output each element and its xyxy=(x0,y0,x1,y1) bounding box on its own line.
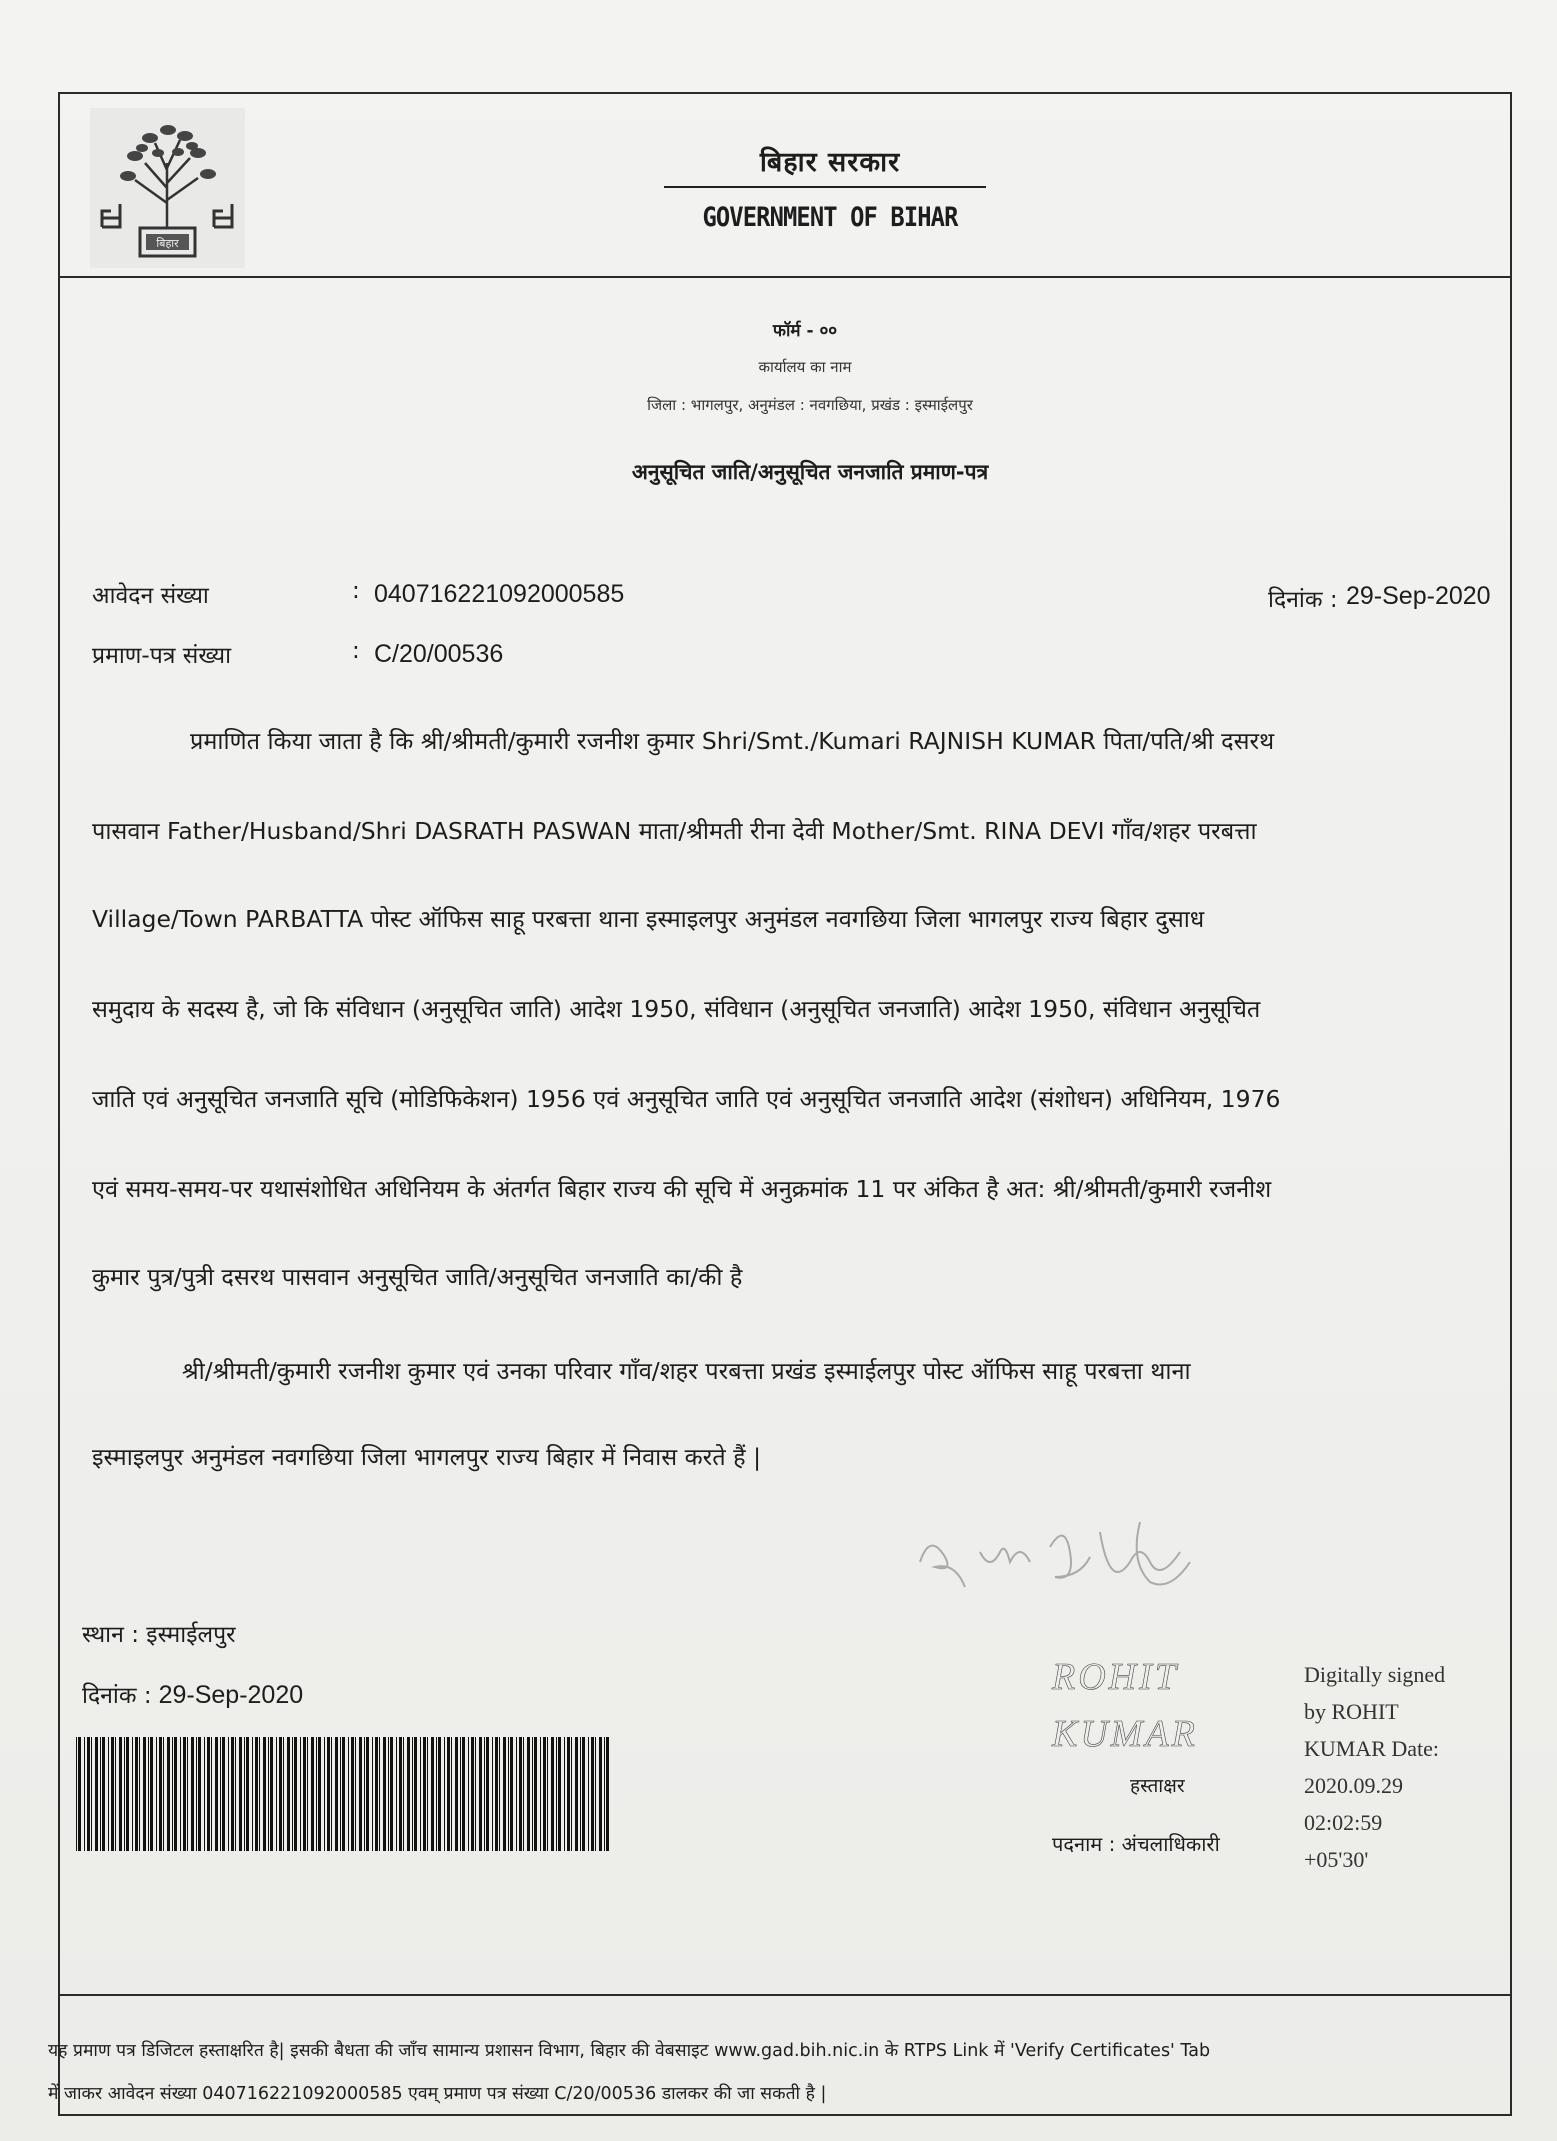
barcode-bar xyxy=(438,1737,441,1851)
barcode-bar xyxy=(486,1737,489,1851)
bottom-date-label: दिनांक : xyxy=(82,1683,152,1709)
barcode-bar xyxy=(283,1737,284,1851)
digital-signature-line-4: 2020.09.29 xyxy=(1304,1773,1403,1798)
barcode-bar xyxy=(307,1737,308,1851)
barcode-bar xyxy=(279,1737,282,1851)
footer-divider xyxy=(58,1994,1512,1996)
barcode-bar xyxy=(606,1737,609,1851)
barcode-bar xyxy=(462,1737,465,1851)
barcode-bar xyxy=(335,1737,338,1851)
barcode-bar xyxy=(156,1737,157,1851)
barcode-bar xyxy=(403,1737,404,1851)
barcode-bar xyxy=(595,1737,596,1851)
barcode-bar xyxy=(246,1737,249,1851)
barcode-bar xyxy=(207,1737,210,1851)
barcode-bar xyxy=(460,1737,461,1851)
bottom-date xyxy=(82,1678,303,1710)
issue-date-label: दिनांक : xyxy=(1268,587,1338,613)
barcode-bar xyxy=(108,1737,109,1851)
barcode-bar xyxy=(420,1737,421,1851)
barcode-bar xyxy=(198,1737,201,1851)
application-number-label: आवेदन संख्या xyxy=(92,583,209,609)
barcode-bar xyxy=(588,1737,589,1851)
barcode-bar xyxy=(366,1737,369,1851)
barcode-bar xyxy=(239,1737,242,1851)
barcode-bar xyxy=(484,1737,485,1851)
barcode-bar xyxy=(471,1737,474,1851)
signer-name-line-1: ROHIT xyxy=(1052,1656,1179,1698)
barcode-bar xyxy=(479,1737,482,1851)
barcode-bar xyxy=(451,1737,452,1851)
barcode-bar xyxy=(211,1737,212,1851)
barcode-bar xyxy=(303,1737,306,1851)
barcode-bar xyxy=(399,1737,402,1851)
para1-line-2: पासवान Father/Husband/Shri DASRATH PASWAN माता/श्रीमती रीना देवी Mother/Smt. RINA DEVI गॉंव/शहर परबत्ता xyxy=(92,817,1257,845)
barcode-bar xyxy=(135,1737,138,1851)
barcode-bar xyxy=(331,1737,332,1851)
barcode-bar xyxy=(375,1737,378,1851)
barcode-bar xyxy=(76,1737,77,1851)
barcode-bar xyxy=(540,1737,541,1851)
barcode-bar xyxy=(124,1737,125,1851)
para1-line-4: समुदाय के सदस्य है, जो कि संविधान (अनुसूचित जाति) आदेश 1950, संविधान (अनुसूचित जनजाति) आदेश 1950, संविधान अनुसूचित xyxy=(92,995,1261,1023)
barcode-bar xyxy=(547,1737,548,1851)
barcode-bar xyxy=(204,1737,205,1851)
barcode-bar xyxy=(516,1737,517,1851)
barcode-bar xyxy=(196,1737,197,1851)
office-name: कार्यालय का नाम xyxy=(758,358,852,376)
designation: पदनाम : अंचलाधिकारी xyxy=(1052,1832,1220,1856)
barcode-bar xyxy=(78,1737,81,1851)
barcode-bar xyxy=(311,1737,314,1851)
footer-line-1: यह प्रमाण पत्र डिजिटल हस्ताक्षरित है| इसकी बैधता की जाँच सामान्य प्रशासन विभाग, बिहार की वेबसाइट www.gad.bih.nic.in के RTPS Link में 'Verify Certificates' Tab xyxy=(48,2041,1211,2061)
barcode-bar xyxy=(191,1737,194,1851)
barcode-bar xyxy=(115,1737,116,1851)
barcode-bar xyxy=(444,1737,445,1851)
barcode-bar xyxy=(268,1737,269,1851)
barcode-bar xyxy=(351,1737,354,1851)
barcode-bar xyxy=(414,1737,417,1851)
barcode-bar xyxy=(423,1737,426,1851)
barcode-bar xyxy=(431,1737,434,1851)
footer-line-2: में जाकर आवेदन संख्या 040716221092000585 एवम् प्रमाण पत्र संख्या C/20/00536 डालकर की जा सकती है | xyxy=(48,2084,827,2104)
barcode-bar xyxy=(215,1737,218,1851)
barcode-bar xyxy=(159,1737,162,1851)
barcode-bar xyxy=(519,1737,522,1851)
barcode-bar xyxy=(180,1737,181,1851)
barcode-bar xyxy=(558,1737,561,1851)
place-of-issue: स्थान : इस्माईलपुर xyxy=(82,1622,236,1648)
barcode-bar xyxy=(95,1737,98,1851)
certificate-number: C/20/00536 xyxy=(374,640,504,668)
barcode-bar xyxy=(527,1737,530,1851)
barcode-bar xyxy=(407,1737,410,1851)
barcode-bar xyxy=(495,1737,498,1851)
barcode-bar xyxy=(340,1737,341,1851)
district-line: जिला : भागलपुर, अनुमंडल : नवगछिया, प्रखंड : इस्माईलपुर xyxy=(647,396,973,414)
para1-line-7: कुमार पुत्र/पुत्री दसरथ पासवान अनुसूचित जाति/अनुसूचित जनजाति का/की है xyxy=(92,1263,743,1291)
barcode-bar xyxy=(396,1737,397,1851)
para1-line-6: एवं समय-समय-पर यथासंशोधित अधिनियम के अंतर्गत बिहार राज्य की सूचि में अनुक्रमांक 11 पर अंकित है अत: श्री/श्रीमती/कुमारी रजनीश xyxy=(92,1175,1272,1203)
barcode-bar xyxy=(163,1737,164,1851)
bihar-bodhi-tree-emblem-icon xyxy=(90,108,245,268)
barcode-bar xyxy=(84,1737,85,1851)
barcode-bar xyxy=(119,1737,122,1851)
barcode-bar xyxy=(503,1737,506,1851)
issue-date: 29-Sep-2020 xyxy=(1346,582,1491,610)
certificate-colon: : xyxy=(352,638,360,664)
barcode-bar xyxy=(126,1737,129,1851)
barcode-bar xyxy=(327,1737,330,1851)
barcode-bar xyxy=(582,1737,585,1851)
certificate-number-label: प्रमाण-पत्र संख्या xyxy=(92,643,232,669)
barcode-bar xyxy=(143,1737,146,1851)
barcode-bar xyxy=(355,1737,356,1851)
signer-name-line-2: KUMAR xyxy=(1052,1713,1198,1755)
para2-line-2: इस्माइलपुर अनुमंडल नवगछिया जिला भागलपुर राज्य बिहार में निवास करते हैं | xyxy=(92,1443,761,1471)
signature-label: हस्ताक्षर xyxy=(1130,1775,1185,1797)
barcode-bar xyxy=(580,1737,581,1851)
barcode-bar xyxy=(543,1737,546,1851)
application-colon: : xyxy=(352,578,360,604)
title-rule xyxy=(664,186,986,188)
barcode-bar xyxy=(532,1737,533,1851)
para1-line-1: प्रमाणित किया जाता है कि श्री/श्रीमती/कुमारी रजनीश कुमार Shri/Smt./Kumari RAJNISH KUMAR पिता/पति/श्री दसरथ xyxy=(190,727,1275,755)
barcode-bar xyxy=(591,1737,594,1851)
barcode-bar xyxy=(571,1737,572,1851)
barcode-bar xyxy=(222,1737,225,1851)
government-hindi-title: बिहार सरकार xyxy=(759,147,901,178)
barcode-bar xyxy=(183,1737,186,1851)
barcode-bar xyxy=(91,1737,92,1851)
barcode-bar xyxy=(372,1737,373,1851)
barcode-bar xyxy=(468,1737,469,1851)
header-divider xyxy=(58,276,1512,278)
emblem-text: बिहार xyxy=(156,237,179,250)
barcode-bar xyxy=(383,1737,386,1851)
bottom-date-value: 29-Sep-2020 xyxy=(158,1681,304,1709)
barcode-bar xyxy=(575,1737,578,1851)
barcode-bar xyxy=(287,1737,290,1851)
barcode-bar xyxy=(220,1737,221,1851)
barcode-bar xyxy=(270,1737,273,1851)
barcode-bar xyxy=(292,1737,293,1851)
handwritten-signature xyxy=(900,1492,1220,1622)
barcode-bar xyxy=(412,1737,413,1851)
barcode-bar xyxy=(255,1737,258,1851)
barcode-bar xyxy=(235,1737,236,1851)
barcode-bar xyxy=(556,1737,557,1851)
barcode-bar xyxy=(551,1737,554,1851)
barcode-bar xyxy=(379,1737,380,1851)
digital-signature-line-1: Digitally signed xyxy=(1304,1662,1446,1687)
barcode-bar xyxy=(447,1737,450,1851)
barcode-bar xyxy=(523,1737,524,1851)
barcode-bar xyxy=(567,1737,570,1851)
barcode-bar xyxy=(427,1737,428,1851)
barcode-bar xyxy=(318,1737,321,1851)
barcode-bar xyxy=(316,1737,317,1851)
barcode-bar xyxy=(348,1737,349,1851)
barcode-bar xyxy=(167,1737,170,1851)
barcode-bar xyxy=(499,1737,500,1851)
digital-signature-line-5: 02:02:59 xyxy=(1304,1810,1383,1835)
digital-signature-line-3: KUMAR Date: xyxy=(1304,1736,1440,1761)
barcode-bar xyxy=(228,1737,229,1851)
barcode-bar xyxy=(174,1737,177,1851)
barcode-bar xyxy=(510,1737,513,1851)
barcode-bar xyxy=(436,1737,437,1851)
barcode-bar xyxy=(342,1737,345,1851)
barcode-bar xyxy=(102,1737,105,1851)
barcode-bar xyxy=(263,1737,266,1851)
barcode-bar xyxy=(87,1737,90,1851)
barcode-bar xyxy=(139,1737,140,1851)
barcode-bar xyxy=(231,1737,234,1851)
barcode-bar xyxy=(100,1737,101,1851)
barcode-bar xyxy=(252,1737,253,1851)
barcode-bar xyxy=(390,1737,393,1851)
barcode-bar xyxy=(111,1737,114,1851)
barcode-bar xyxy=(148,1737,149,1851)
barcode-bar xyxy=(475,1737,476,1851)
barcode-bar xyxy=(364,1737,365,1851)
application-number: 040716221092000585 xyxy=(374,580,625,608)
barcode-bar xyxy=(564,1737,565,1851)
barcode-bar xyxy=(172,1737,173,1851)
barcode-bar xyxy=(300,1737,301,1851)
para1-line-3: Village/Town PARBATTA पोस्ट ऑफिस साहू परबत्ता थाना इस्माइलपुर अनुमंडल नवगछिया जिला भागलपुर राज्य बिहार दुसाध xyxy=(92,905,1205,933)
digital-signature-line-6: +05'30' xyxy=(1304,1847,1369,1872)
barcode-bar xyxy=(259,1737,260,1851)
certificate-title: अनुसूचित जाति/अनुसूचित जनजाति प्रमाण-पत्र xyxy=(631,460,989,484)
barcode-bar xyxy=(187,1737,188,1851)
barcode-bar xyxy=(150,1737,153,1851)
barcode-bar xyxy=(599,1737,602,1851)
barcode-bar xyxy=(508,1737,509,1851)
barcode-bar xyxy=(492,1737,493,1851)
para2-line-1: श्री/श्रीमती/कुमारी रजनीश कुमार एवं उनका परिवार गॉंव/शहर परबत्ता प्रखंड इस्माईलपुर पोस्ट ऑफिस साहू परबत्ता थाना xyxy=(182,1357,1191,1385)
barcode-bar xyxy=(276,1737,277,1851)
barcode xyxy=(76,1737,614,1851)
barcode-bar xyxy=(359,1737,362,1851)
barcode-bar xyxy=(604,1737,605,1851)
barcode-bar xyxy=(455,1737,458,1851)
barcode-bar xyxy=(534,1737,537,1851)
barcode-bar xyxy=(388,1737,389,1851)
government-english-title: GOVERNMENT OF BIHAR xyxy=(702,202,958,233)
para1-line-5: जाति एवं अनुसूचित जनजाति सूचि (मोडिफिकेशन) 1956 एवं अनुसूचित जाति एवं अनुसूचित जनजाति आदेश (संशोधन) अधिनियम, 1976 xyxy=(92,1085,1281,1113)
barcode-bar xyxy=(324,1737,325,1851)
barcode-bar xyxy=(294,1737,297,1851)
barcode-bar xyxy=(244,1737,245,1851)
digital-signature-line-2: by ROHIT xyxy=(1304,1699,1399,1724)
barcode-bar xyxy=(132,1737,133,1851)
form-number: फॉर्म - ०० xyxy=(772,321,838,341)
